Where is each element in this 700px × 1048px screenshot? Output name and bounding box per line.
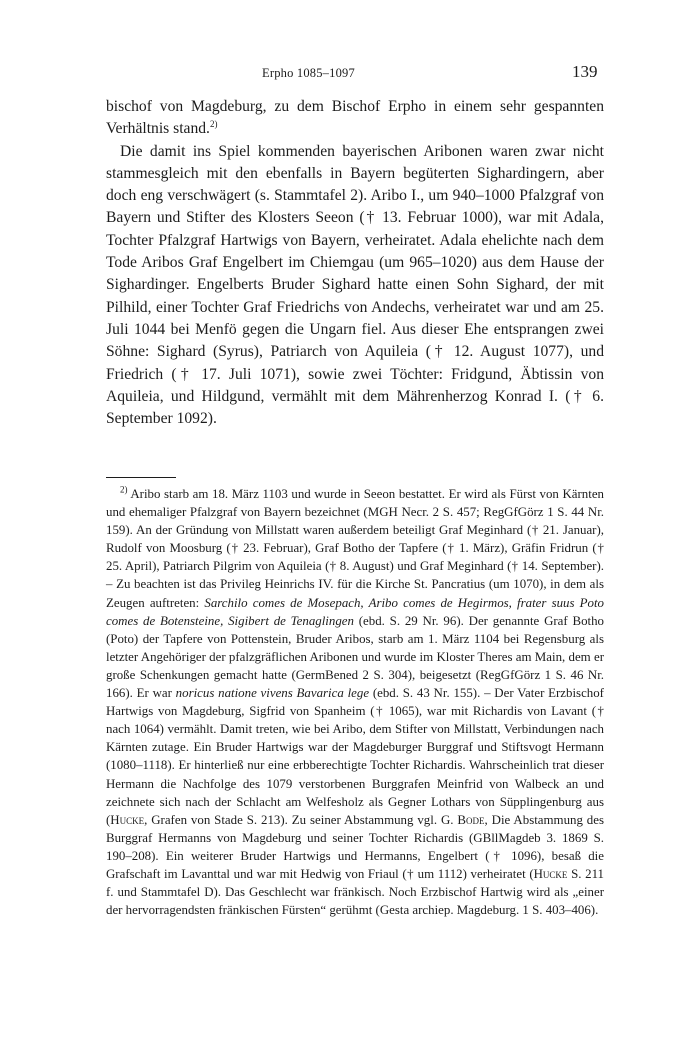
footnote-separator [106,477,176,478]
author-name: Hucke [533,866,568,881]
footnote-reference: 2) [209,119,218,130]
footnote-latin-quote: noricus natione vivens Bavarica lege [175,686,370,701]
running-title: Erpho 1085–1097 [262,66,355,80]
footnote-part: , Die Abstammung des Burggraf Hermanns von Magdeburg und seiner Tochter Richardis (GBllMagdeb 3. 1869 S. 190–208). Ein weiterer Bruder Hartwigs und Hermanns, Engelbert († 1096), besaß die Grafschaft im Lavanttal und war mit Hedwig von Friaul († um 1112) verheiratet ( [106,812,604,881]
running-head [0,64,700,84]
paragraph-aribonen: Die damit ins Spiel kommenden bayerischen Aribonen waren zwar nicht stammesgleich mit den ebenfalls in Bayern begüterten Sighardingern, aber doch eng verschwägert (s. Stammtafel 2). Aribo I., um 940–1000 Pfalzgraf von Bayern und Stifter des Klosters Seeon († 13. Februar 1000), war mit Adala, Tochter Pfalzgraf Hartwigs von Bayern, verheiratet. Adala ehelichte nach dem Tode Aribos Graf Engelbert im Chiemgau (um 965–1020) aus dem Hause der Sighardinger. Engelberts Bruder Sighard hatte einen Sohn Sighard, der mit Pilhild, einer Tochter Graf Friedrichs von Andechs, verheiratet war und am 25. Juli 1044 bei Menfö gegen die Ungarn fiel. Aus dieser Ehe entsprangen zwei Söhne: Sighard (Syrus), Patriarch von Aquileia († 12. August 1077), und Friedrich († 17. Juli 1071), sowie zwei Töchter: Fridgund, Äbtissin von Aquileia, und Hildgund, vermählt mit dem Mährenherzog Konrad I. († 6. September 1092). [106,142,604,428]
author-name: Hucke [110,812,145,827]
footnote [106,485,604,919]
footnote-part: (ebd. S. 43 Nr. 155). – Der Vater Erzbischof Hartwigs von Magdeburg, Sigfrid von Spanheim († 1065), war mit Richardis von Lavant († nach 1064) vermählt. Damit treten, wie bei Aribo, dem Stifter von Millstatt, Verbindungen nach Kärnten zutage. Ein Bruder Hartwigs war der Magdeburger Burggraf und Stiftsvogt Hermann (1080–1118). Er hinterließ nur eine erbberechtigte Tochter Richardis. Wahrscheinlich trat dieser Hermann die Nachfolge des 1079 verstorbenen Burggrafen Meinfrid von Walbeck an und zeichnete sich nach der Schlacht am Welfesholz als Gegner Lothars von Süpplingenburg aus ( [106,686,604,827]
page-number: 139 [572,62,598,81]
paragraph-continued [106,96,604,141]
footnote-part: Aribo starb am 18. März 1103 und wurde in Seeon bestattet. Er wird als Fürst von Kärnten und ehemaliger Pfalzgraf von Bayern bezeichnet (MGH Necr. 2 S. 457; RegGfGörz 1 S. 44 Nr. 159). An der Gründung von Millstatt waren außerdem beteiligt Graf Meginhard († 21. Januar), Rudolf von Moosburg († 23. Februar), Graf Botho der Tapfere († 1. März), Gräfin Fridrun († 25. April), Patriarch Pilgrim von Aquileia († 8. August) und Graf Meginhard († 14. September). – Zu beachten ist das Privileg Heinrichs IV. für die Kirche St. Pancratius (um 1070), in dem als Zeugen auftreten: [106,487,604,610]
author-name: Bode [457,812,485,827]
footnote-part: S. 211 f. und Stammtafel D). Das Geschlecht war fränkisch. Noch Erzbischof Hartwig wird als „einer der hervorragendsten fränkischen Fürsten“ gerühmt (Gesta archiep. Magdeburg. 1 S. 403–406). [106,866,604,918]
footnote-mark: 2) [120,484,128,495]
footnote-latin-quote: Sarchilo comes de Mosepach, Aribo comes de Hegirmos, frater suus Poto comes de Botensteine, Sigibert de Tenaglingen [106,595,604,628]
paragraph-text: bischof von Magdeburg, zu dem Bischof Erpho in einem sehr gespannten Verhältnis stand. [106,98,604,138]
footnote-text [106,485,604,919]
footnote-part: , Grafen von Stade S. 213). Zu seiner Abstammung vgl. G. [144,812,458,827]
main-text [106,96,604,430]
footnote-part: (ebd. S. 29 Nr. 96). Der genannte Graf Botho (Poto) der Tapfere von Pottenstein, Bruder Aribos, starb am 1. März 1104 bei Regensburg als letzter Angehöriger der pfalzgräflichen Aribonen und wurde im Kloster Theres am Main, dem er große Schenkungen gemacht hatte (GermBened 2 S. 304), beigesetzt (RegGfGörz 1 S. 46 Nr. 166). Er war [106,613,604,701]
